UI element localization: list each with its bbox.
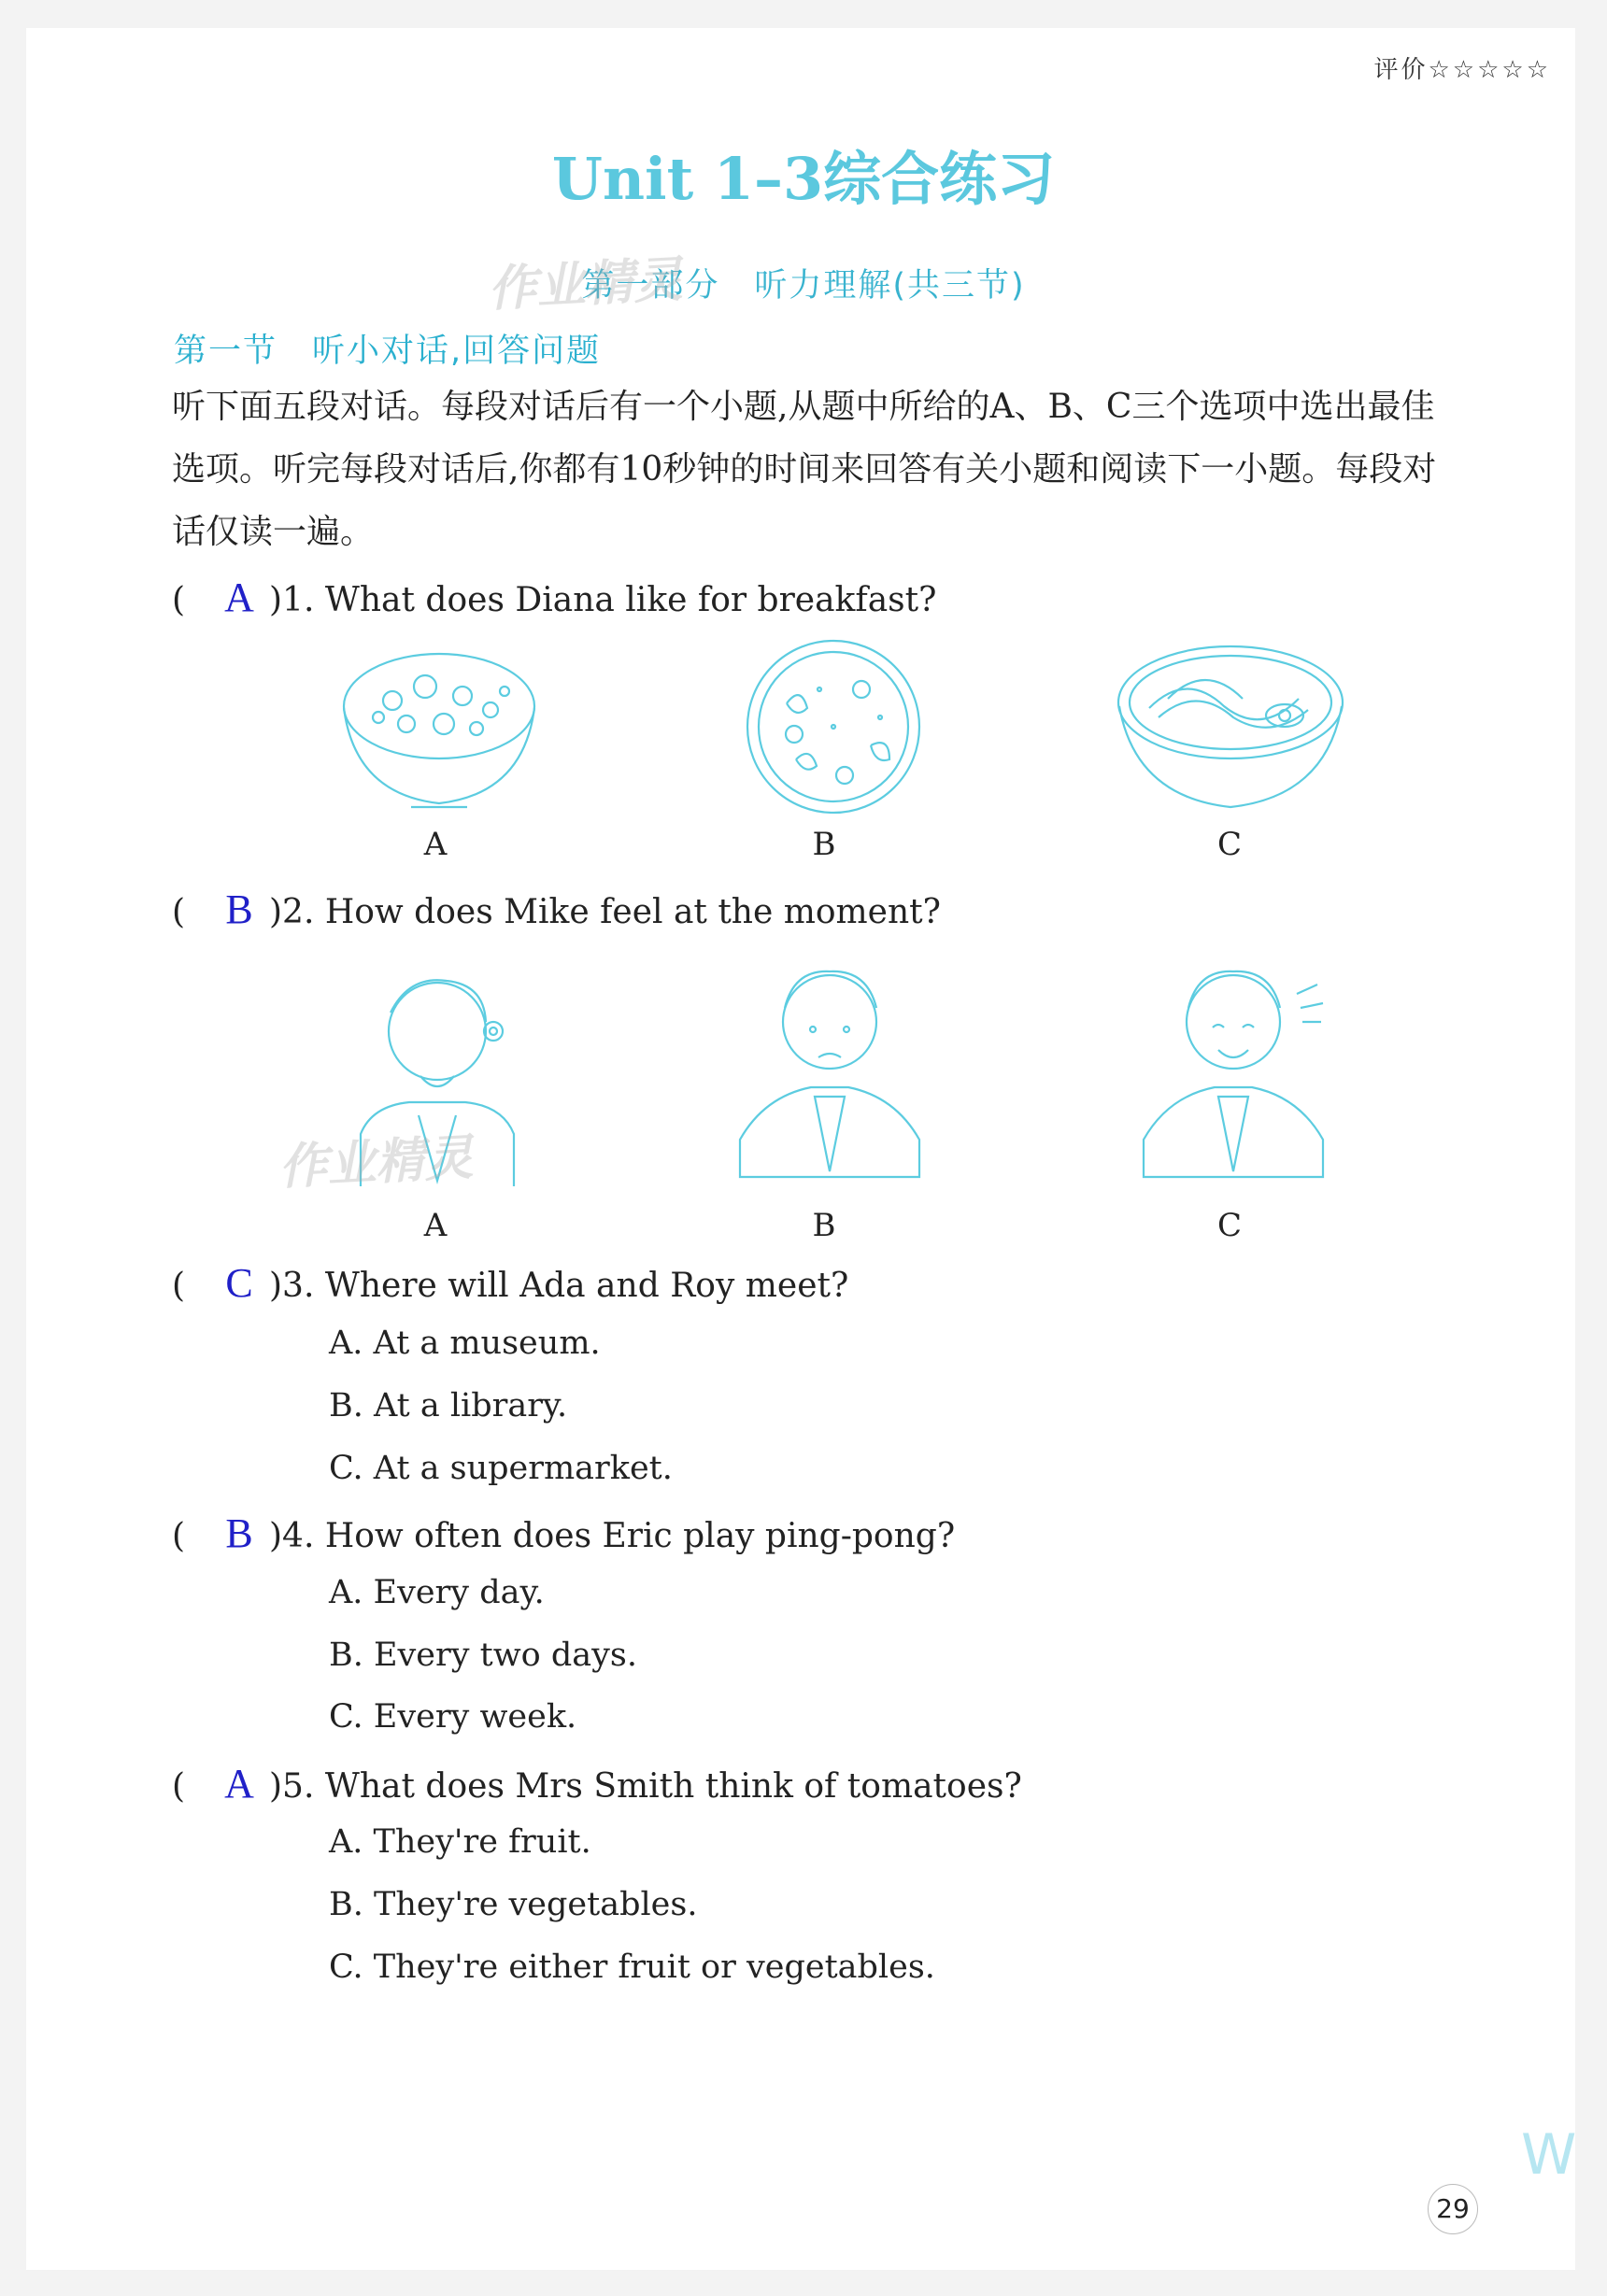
question-number: )1.	[269, 581, 315, 619]
pizza-image	[740, 633, 927, 820]
question-number: )3.	[269, 1267, 315, 1305]
option-a: A. They're fruit.	[329, 1823, 591, 1861]
image-label-b: B	[812, 1207, 836, 1244]
image-label-a: A	[423, 1207, 448, 1244]
porridge-bowl-image	[336, 635, 542, 822]
question-text: How often does Eric play ping-pong?	[324, 1517, 956, 1555]
option-c: C. They're either fruit or vegetables.	[329, 1949, 935, 1986]
sad-boy-image	[736, 957, 923, 1190]
option-b: B. Every two days.	[329, 1637, 637, 1674]
image-label-b: B	[812, 826, 836, 863]
option-c: C. Every week.	[329, 1698, 577, 1736]
option-b: B. At a library.	[329, 1387, 568, 1424]
watermark-logo: 作业精灵	[277, 1129, 475, 1197]
question-5: ( A )5. What does Mrs Smith think of tomatoes?	[172, 1761, 1022, 1807]
answer-mark: B	[225, 1510, 253, 1556]
question-3: ( C )3. Where will Ada and Roy meet?	[172, 1260, 849, 1306]
question-text: What does Mrs Smith think of tomatoes?	[324, 1767, 1022, 1806]
image-label-a: A	[423, 826, 448, 863]
noodle-bowl-image	[1112, 633, 1349, 820]
page-title: Unit 1–3综合练习	[551, 145, 1056, 213]
question-text: Where will Ada and Roy meet?	[324, 1267, 849, 1305]
image-label-c: C	[1216, 826, 1242, 863]
option-c: C. At a supermarket.	[329, 1450, 673, 1487]
question-text: What does Diana like for breakfast?	[324, 581, 937, 619]
corner-w-mark: W	[1521, 2122, 1577, 2188]
rating-label: 评价☆☆☆☆☆	[1373, 56, 1551, 84]
question-4: ( B )4. How often does Eric play ping-pong?	[172, 1510, 956, 1556]
question-number: )2.	[269, 893, 315, 931]
answer-mark: A	[224, 574, 254, 620]
image-label-c: C	[1216, 1207, 1242, 1244]
question-text: How does Mike feel at the moment?	[324, 893, 941, 931]
question-number: )4.	[269, 1517, 315, 1555]
question-2: ( B )2. How does Mike feel at the moment?	[172, 886, 941, 932]
option-b: B. They're vegetables.	[329, 1886, 698, 1923]
answer-mark: C	[225, 1260, 253, 1306]
page-number: 29	[1428, 2184, 1478, 2234]
option-a: A. Every day.	[329, 1574, 545, 1611]
part-heading: 第一部分 听力理解(共三节)	[581, 267, 1026, 305]
answer-mark: B	[225, 886, 253, 932]
question-1: ( A )1. What does Diana like for breakfast?	[172, 574, 937, 620]
question-number: )5.	[269, 1767, 315, 1806]
instructions-text: 听下面五段对话。每段对话后有一个小题,从题中所给的A、B、C三个选项中选出最佳选项。听完每段对话后,你都有10秒钟的时间来回答有关小题和阅读下一小题。每段对话仅读一遍。	[172, 388, 1437, 551]
option-a: A. At a museum.	[329, 1325, 601, 1362]
watermark-logo: 作业精灵	[486, 251, 684, 319]
section-heading: 第一节 听小对话,回答问题	[174, 333, 602, 370]
happy-boy-image	[1140, 957, 1336, 1190]
answer-mark: A	[224, 1761, 254, 1807]
